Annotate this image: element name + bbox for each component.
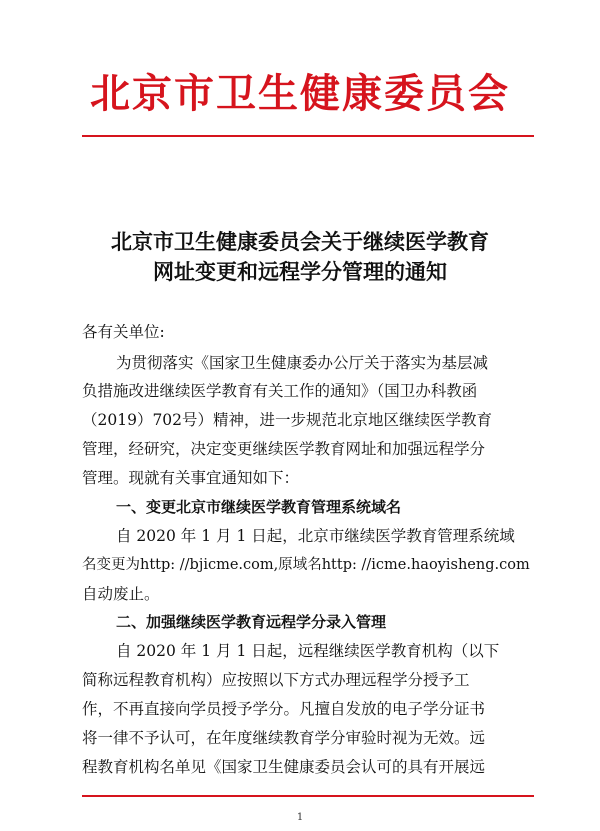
paragraph-line: （2019）702号）精神，进一步规范北京地区继续医学教育	[82, 411, 493, 429]
section-heading-2: 二、加强继续医学教育远程学分录入管理	[116, 613, 387, 631]
paragraph-line: 负措施改进继续医学教育有关工作的通知》（国卫办科教函	[82, 382, 478, 400]
paragraph-line: 将一律不予认可，在年度继续教育学分审验时视为无效。远	[82, 729, 486, 747]
footer-red-rule	[82, 795, 534, 797]
paragraph-line: 为贯彻落实《国家卫生健康委办公厅关于落实为基层减	[116, 354, 489, 372]
paragraph-line: 名变更为http: //bjicme.com,原域名http: //icme.haoyisheng.com	[82, 557, 530, 573]
paragraph-line: 管理，经研究，决定变更继续医学教育网址和加强远程学分	[82, 440, 486, 458]
letterhead-org-name: 北京市卫生健康委员会	[90, 70, 510, 117]
letterhead-red-rule	[82, 135, 534, 137]
section-heading-1: 一、变更北京市继续医学教育管理系统域名	[116, 498, 402, 516]
paragraph-line: 简称远程教育机构）应按照以下方式办理远程学分授予工	[82, 671, 470, 689]
document-title-line-1: 北京市卫生健康委员会关于继续医学教育	[111, 230, 489, 254]
page-number: 1	[296, 812, 304, 823]
paragraph-line: 自 2020 年 1 月 1 日起，北京市继续医学教育管理系统域	[116, 527, 515, 545]
paragraph-line: 作，不再直接向学员授予学分。凡擅自发放的电子学分证书	[82, 700, 486, 718]
document-title-line-2: 网址变更和远程学分管理的通知	[153, 260, 447, 284]
paragraph-line: 自动废止。	[82, 585, 160, 603]
paragraph-line: 管理。现就有关事宜通知如下：	[82, 469, 300, 487]
paragraph-line: 程教育机构名单见《国家卫生健康委员会认可的具有开展远	[82, 758, 486, 776]
addressee: 各有关单位:	[82, 323, 165, 341]
paragraph-line: 自 2020 年 1 月 1 日起，远程继续医学教育机构（以下	[116, 642, 500, 660]
